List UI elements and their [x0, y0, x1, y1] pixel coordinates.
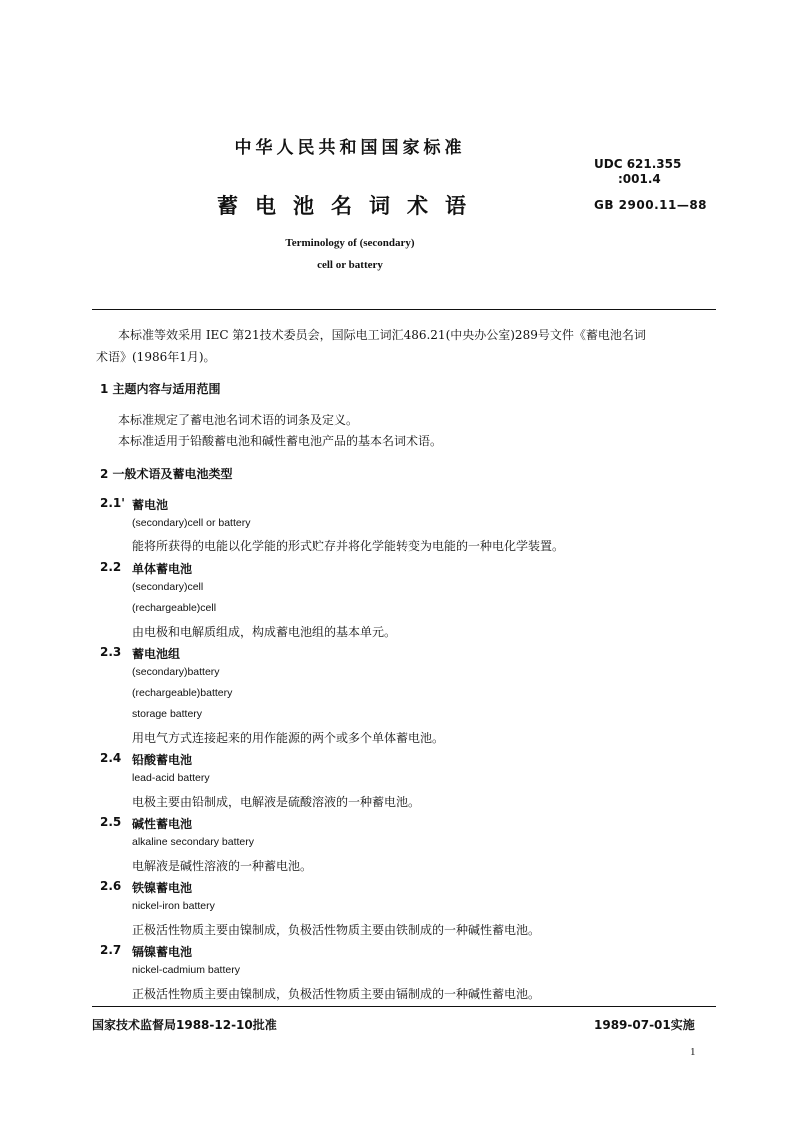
term-chinese: 单体蓄电池: [132, 562, 193, 576]
term-english: nickel-iron battery: [132, 900, 215, 912]
term-chinese: 铁镍蓄电池: [132, 881, 193, 895]
term-chinese: 镉镍蓄电池: [132, 945, 193, 959]
term-definition: 由电极和电解质组成，构成蓄电池组的基本单元。: [132, 625, 397, 639]
term-chinese: 碱性蓄电池: [132, 817, 193, 831]
section-1-para-2: 本标准适用于铅酸蓄电池和碱性蓄电池产品的基本名词术语。: [118, 434, 443, 448]
term-chinese: 蓄电池: [132, 498, 169, 512]
term-english: (secondary)cell or battery: [132, 517, 251, 529]
term-chinese: 铅酸蓄电池: [132, 753, 193, 767]
term-english: lead-acid battery: [132, 772, 210, 784]
intro-line-2: 术语》(1986年1月)。: [96, 350, 216, 364]
term-number: 2.7: [100, 943, 122, 957]
udc-code: [594, 157, 681, 187]
term-definition: 能将所获得的电能以化学能的形式贮存并将化学能转变为电能的一种电化学装置。: [132, 539, 565, 553]
section-1-para-1: 本标准规定了蓄电池名词术语的词条及定义。: [118, 413, 359, 427]
term-definition: 正极活性物质主要由镍制成，负极活性物质主要由铁制成的一种碱性蓄电池。: [132, 923, 541, 937]
udc-line-2: :001.4: [618, 172, 661, 186]
term-english: (rechargeable)battery: [132, 687, 233, 699]
term-number: 2.5: [100, 815, 122, 829]
page-number: 1: [690, 1046, 696, 1058]
section-2-heading: 2 一般术语及蓄电池类型: [100, 467, 233, 481]
term-english: (rechargeable)cell: [132, 602, 217, 614]
term-definition: 电解液是碱性溶液的一种蓄电池。: [132, 859, 313, 873]
term-number: 2.1': [100, 496, 125, 510]
term-english: alkaline secondary battery: [132, 836, 254, 848]
term-number: 2.6: [100, 879, 122, 893]
udc-line-1: UDC 621.355: [594, 157, 682, 171]
english-title-line-2: cell or battery: [317, 259, 383, 271]
gb-number: GB 2900.11—88: [594, 198, 708, 212]
term-english: (secondary)cell: [132, 581, 204, 593]
term-definition: 正极活性物质主要由镍制成，负极活性物质主要由镉制成的一种碱性蓄电池。: [132, 987, 541, 1001]
header-divider: [92, 309, 716, 310]
term-english: storage battery: [132, 708, 203, 720]
term-english: (secondary)battery: [132, 666, 220, 678]
intro-line-1: 本标准等效采用 IEC 第21技术委员会，国际电工词汇486.21(中央办公室)289号文件《蓄电池名词: [118, 328, 646, 342]
term-number: 2.4: [100, 751, 122, 765]
footer-divider: [92, 1006, 716, 1007]
english-title-line-1: Terminology of (secondary): [285, 237, 415, 249]
term-definition: 用电气方式连接起来的用作能源的两个或多个单体蓄电池。: [132, 731, 445, 745]
effective-date: 1989-07-01实施: [594, 1018, 695, 1032]
term-definition: 电极主要由铅制成，电解液是硫酸溶液的一种蓄电池。: [132, 795, 421, 809]
term-number: 2.3: [100, 645, 122, 659]
standard-category-title: 中华人民共和国国家标准: [234, 138, 466, 158]
term-chinese: 蓄电池组: [132, 647, 181, 661]
section-1-heading: 1 主题内容与适用范围: [100, 382, 221, 396]
term-number: 2.2: [100, 560, 122, 574]
term-english: nickel-cadmium battery: [132, 964, 240, 976]
approval-date: 国家技术监督局1988-12-10批准: [92, 1018, 277, 1032]
document-title: 蓄电池名词术语: [217, 194, 483, 218]
